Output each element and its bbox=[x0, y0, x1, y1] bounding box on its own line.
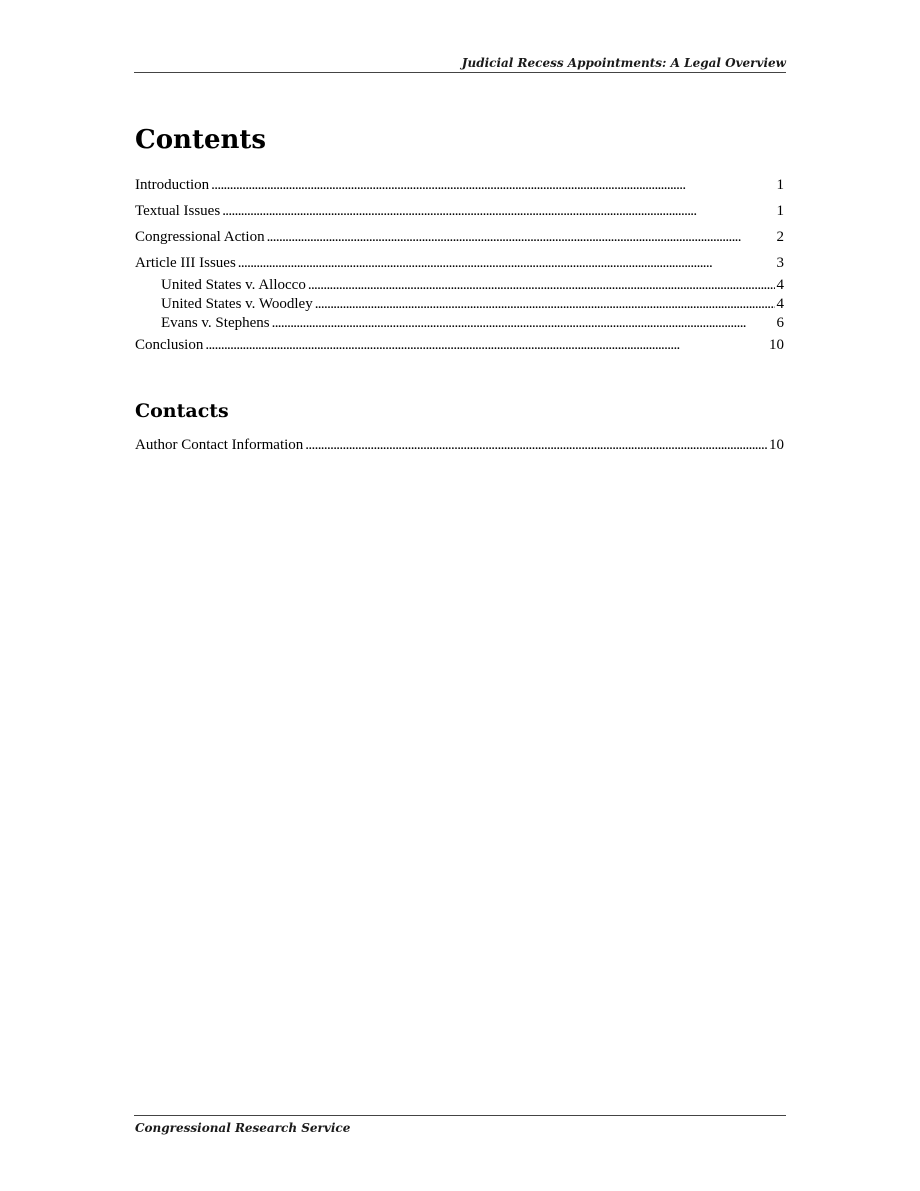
toc-page-number: 6 bbox=[776, 315, 784, 331]
toc-page-number: 2 bbox=[776, 229, 784, 245]
toc-page-number: 10 bbox=[769, 437, 784, 453]
contacts-list bbox=[135, 436, 784, 462]
toc-entry-author-contact-information[interactable] bbox=[135, 436, 784, 455]
dot-leader bbox=[211, 176, 774, 195]
toc-entry-conclusion[interactable] bbox=[135, 336, 784, 355]
page-footer bbox=[134, 1115, 786, 1135]
dot-leader bbox=[267, 228, 775, 247]
toc-entry-united-states-v-woodley[interactable] bbox=[135, 295, 784, 314]
toc-page-number: 1 bbox=[776, 177, 784, 193]
toc-entry-label: United States v. Woodley bbox=[161, 296, 313, 312]
toc-entry-label: Conclusion bbox=[135, 337, 204, 353]
toc-entry-label: Evans v. Stephens bbox=[161, 315, 270, 331]
toc-entry-label: Article III Issues bbox=[135, 255, 236, 271]
toc-entry-label: United States v. Allocco bbox=[161, 277, 306, 293]
toc-entry-label: Textual Issues bbox=[135, 203, 221, 219]
dot-leader bbox=[315, 295, 775, 314]
footer-publisher: Congressional Research Service bbox=[135, 1121, 351, 1135]
toc-page-number: 4 bbox=[776, 277, 784, 293]
dot-leader bbox=[222, 202, 774, 221]
toc-entry-label: Author Contact Information bbox=[135, 437, 304, 453]
contacts-heading: Contacts bbox=[135, 400, 229, 422]
toc-entry-article-iii-issues[interactable] bbox=[135, 254, 784, 273]
running-title: Judicial Recess Appointments: A Legal Overview bbox=[461, 56, 786, 70]
toc-entry-introduction[interactable] bbox=[135, 176, 784, 195]
dot-leader bbox=[308, 276, 775, 295]
dot-leader bbox=[238, 254, 775, 273]
toc-entry-label: Congressional Action bbox=[135, 229, 265, 245]
toc-entry-evans-v-stephens[interactable] bbox=[135, 314, 784, 333]
page-header bbox=[134, 56, 786, 73]
toc-entry-congressional-action[interactable] bbox=[135, 228, 784, 247]
toc-page-number: 1 bbox=[776, 203, 784, 219]
contents-heading: Contents bbox=[135, 125, 267, 155]
toc-page-number: 4 bbox=[776, 296, 784, 312]
table-of-contents bbox=[135, 176, 784, 362]
dot-leader bbox=[272, 314, 775, 333]
toc-page-number: 3 bbox=[776, 255, 784, 271]
toc-entry-united-states-v-allocco[interactable] bbox=[135, 276, 784, 295]
toc-entry-label: Introduction bbox=[135, 177, 210, 193]
dot-leader bbox=[205, 336, 767, 355]
toc-entry-textual-issues[interactable] bbox=[135, 202, 784, 221]
dot-leader bbox=[305, 436, 767, 455]
toc-page-number: 10 bbox=[769, 337, 784, 353]
